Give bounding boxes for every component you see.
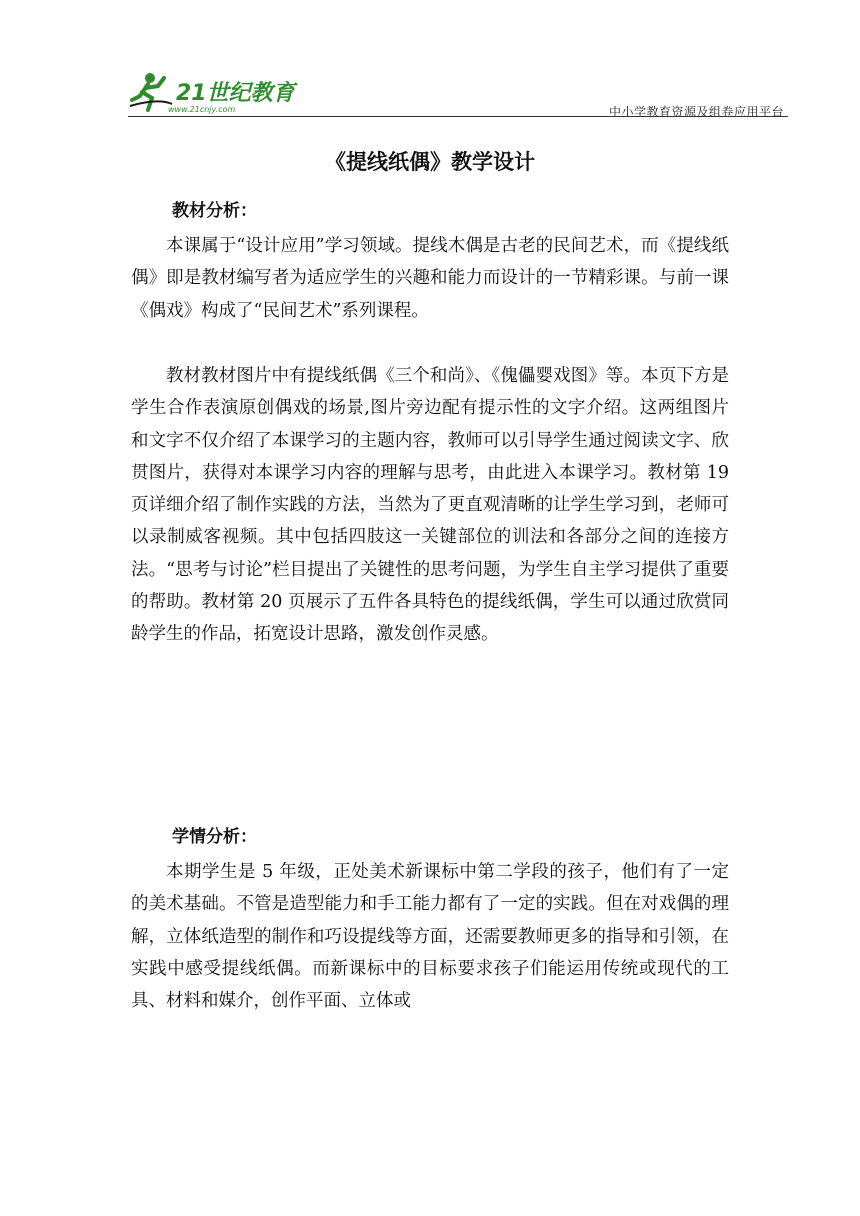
header-divider [128,116,788,117]
paragraph: 本期学生是 5 年级，正处美术新课标中第二学段的孩子，他们有了一定的美术基础。不管是造型能力和手工能力都有了一定的实践。但在对戏偶的理解，立体纸造型的制作和巧设提线等方面，还需要教师更多的指导和引领，在实践中感受提线纸偶。而新课标中的目标要求孩子们能运用传统或现代的工具、材料和媒介，创作平面、立体或 [131,862,729,1012]
platform-name: 中小学教育资源及组卷应用平台 [608,105,784,119]
paragraph: 教材教材图片中有提线纸偶《三个和尚》、《傀儡婴戏图》等。本页下方是学生合作表演原创偶戏的场景,图片旁边配有提示性的文字介绍。这两组图片和文字不仅介绍了本课学习的主题内容，教师可以引导学生通过阅读文字、欣贯图片，获得对本课学习内容的理解与思考，由此进入本课学习。教材第 19 页详细介绍了制作实践的方法，当然为了更直观清晰的让学生学习到，老师可以录制威客视频。其中包括四肢这一关键部位的训法和各部分之间的连接方法。“思考与讨论”栏目提出了关键性的思考问题，为学生自主学习提供了重要的帮助。教材第 20 页展示了五件各具特色的提线纸偶，学生可以通过欣赏同龄学生的作品，拓宽设计思路，激发创作灵感。 [131,366,729,645]
logo-text: 21世纪教育 [176,81,295,106]
section-heading-student-analysis: 学情分析： [172,827,257,847]
document-title: 《提线纸偶》教学设计 [325,150,535,174]
paragraph: 本课属于“设计应用”学习领域。提线木偶是古老的民间艺术，而《提线纸偶》即是教材编写者为适应学生的兴趣和能力而设计的一节精彩课。与前一课《偶戏》构成了“民间艺术”系列课程。 [131,236,729,321]
21cnjy-logo [128,70,298,114]
section-heading-textbook-analysis: 教材分析： [172,201,257,221]
logo-url: www.21cnjy.com [168,105,236,114]
page-header [128,64,788,118]
